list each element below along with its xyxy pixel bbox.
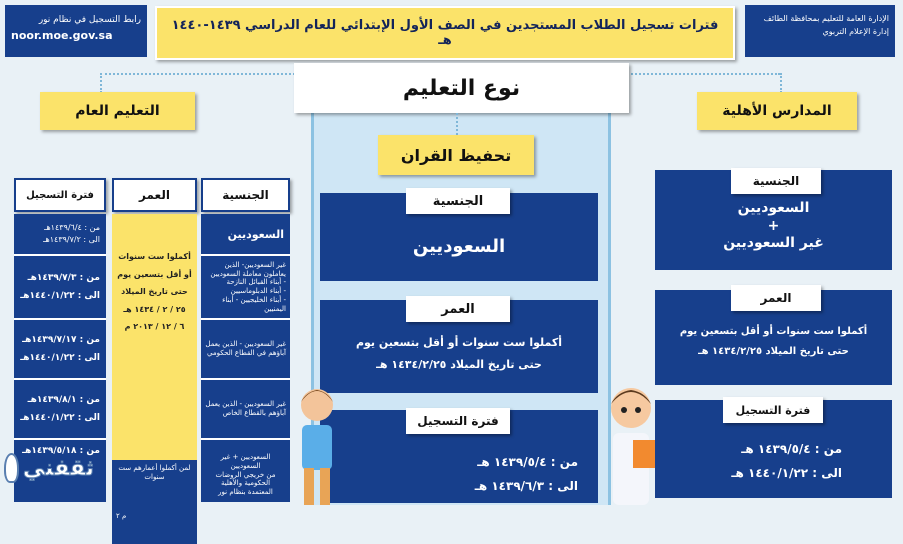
quran-age-label-box — [406, 296, 510, 322]
connector-right — [620, 73, 780, 75]
private-nationality-label-box — [731, 168, 821, 194]
lightbulb-icon — [4, 453, 19, 483]
private-age-label: العمر — [760, 291, 792, 305]
nat-row-2-line1: غير السعوديين- الذين يعاملون معاملة السعوديين — [210, 260, 286, 278]
general-title-box — [40, 92, 195, 130]
age-column — [112, 214, 197, 520]
private-nationality-label: الجنسية — [752, 174, 800, 188]
period-row-2 — [14, 256, 106, 320]
watermark-text: ثقفني — [22, 455, 94, 481]
age-line4: ٢٥ / ٢ / ١٤٣٤ هـ — [123, 304, 186, 314]
nat-row-5-line3: الحكومية والأهلية — [220, 479, 271, 488]
age-line3: حتى تاريخ الميلاد — [121, 287, 188, 297]
period-row-1-from: من : ١٤٣٩/٦/٤هـ — [44, 223, 100, 232]
age-line2: أو أقل بتسعين يوم — [117, 269, 192, 279]
nat-row-4-line2: آباؤهم بالقطاع الخاص — [222, 409, 286, 417]
age-bottom — [112, 460, 197, 544]
nat-row-4-line1: غير السعوديين - الذين يعمل — [205, 400, 286, 409]
col-header-age-label: العمر — [139, 188, 170, 202]
header-title-box — [155, 6, 735, 60]
private-age-label-box — [731, 285, 821, 311]
period-row-1 — [14, 214, 106, 256]
period-row-2-to: الى : ١٤٤٠/١/٢٢هـ — [20, 291, 100, 301]
boy-standing-illustration — [290, 380, 345, 505]
center-title: نوع التعليم — [402, 75, 521, 101]
header-left-line1: رابط التسجيل في نظام نور — [38, 15, 141, 25]
nat-row-3-line1: غير السعوديين - الذين يعمل — [205, 340, 286, 349]
private-to: الى : ١٤٤٠/١/٢٢ هـ — [731, 466, 842, 480]
quran-period-label-box — [406, 408, 510, 434]
col-header-nationality — [201, 178, 290, 212]
private-nat-plus: + — [767, 217, 780, 234]
period-row-3-to: الى : ١٤٤٠/١/٢٢هـ — [20, 353, 100, 363]
nat-row-4 — [201, 380, 290, 440]
private-nat-line2: غير السعوديين — [723, 235, 824, 251]
connector-right-down — [780, 73, 782, 93]
registration-link[interactable]: noor.moe.gov.sa — [11, 29, 113, 43]
page-title: فترات تسجيل الطلاب المستجدين في الصف الأول الإبتدائي للعام الدراسي ١٤٣٩-١٤٤٠ هـ — [171, 18, 719, 48]
center-title-box — [294, 63, 629, 113]
col-header-period — [14, 178, 106, 212]
private-from: من : ١٤٣٩/٥/٤ هـ — [741, 442, 842, 456]
nat-row-1-title: السعوديين — [227, 227, 284, 241]
col-header-age — [112, 178, 197, 212]
quran-nationality-label-box — [406, 188, 510, 214]
header-left-box — [5, 5, 147, 57]
age-bottom-line2: م ٢ — [116, 511, 127, 520]
quran-period-label: فترة التسجيل — [417, 414, 499, 428]
quran-age-line1: أكملوا ست سنوات أو أقل بتسعين يوم — [355, 336, 563, 349]
col-header-period-label: فترة التسجيل — [26, 189, 94, 201]
period-row-3-from: من : ١٤٣٩/٧/١٧هـ — [22, 335, 100, 345]
nat-row-3 — [201, 320, 290, 380]
header-right-box — [745, 5, 895, 57]
nat-row-5-line4: المعتمدة بنظام نور — [218, 488, 273, 497]
quran-age-line2: حتى تاريخ الميلاد ١٤٣٤/٢/٢٥ هـ — [376, 358, 542, 371]
age-bottom-line1: لمن أكملوا أعمارهم ست سنوات — [118, 464, 191, 481]
period-row-3 — [14, 320, 106, 380]
private-age-line1: أكملوا ست سنوات أو أقل بتسعين يوم — [679, 326, 868, 337]
quran-nationality-value: السعوديين — [412, 235, 506, 257]
nat-row-5 — [201, 440, 290, 510]
nat-row-1 — [201, 214, 290, 256]
nat-row-5-line2: من خريجي الروضات — [215, 470, 276, 479]
quran-title: تحفيظ القران — [400, 145, 512, 165]
quran-title-box — [378, 135, 534, 175]
age-main — [112, 214, 197, 460]
center-connector — [456, 113, 458, 135]
quran-nationality-label: الجنسية — [432, 193, 484, 209]
col-header-nationality-label: الجنسية — [222, 188, 269, 202]
general-title: التعليم العام — [75, 103, 160, 119]
private-nat-line1: السعوديين — [737, 200, 810, 216]
period-row-4-from: من : ١٤٣٩/٨/١هـ — [27, 395, 100, 405]
private-period-label: فترة التسجيل — [735, 403, 811, 417]
private-age-line2: حتى تاريخ الميلاد ١٤٣٤/٢/٢٥ هـ — [698, 346, 849, 357]
connector-left-down — [100, 73, 102, 93]
private-title: المدارس الأهلية — [722, 103, 832, 119]
watermark-logo — [4, 448, 94, 488]
period-row-4-to: الى : ١٤٤٠/١/٢٢هـ — [20, 413, 100, 423]
header-right-line2: إدارة الإعلام التربوي — [822, 26, 889, 36]
private-title-box — [697, 92, 857, 130]
connector-left — [100, 73, 295, 75]
private-period-label-box — [723, 397, 823, 423]
quran-from: من : ١٤٣٩/٥/٤ هـ — [477, 455, 578, 469]
nat-row-5-line1: السعوديين + غير السعوديين — [220, 453, 271, 470]
nat-row-2-line4: - أبناء الخليجيين - أبناء اليمنيين — [222, 295, 286, 313]
nat-row-2-line2: - أبناء القبائل النازحة — [226, 278, 286, 287]
age-line5: ٦ / ١٢ / ٢٠١٣ م — [124, 322, 185, 332]
nat-row-3-line2: آباؤهم في القطاع الحكومي — [207, 349, 286, 357]
age-line1: أكملوا ست سنوات — [118, 252, 191, 261]
header-right-line1: الإدارة العامة للتعليم بمحافظة الطائف — [763, 14, 889, 23]
nat-row-2 — [201, 256, 290, 320]
nat-row-2-line3: - أبناء الدبلوماسيين — [230, 287, 286, 295]
quran-age-label: العمر — [441, 301, 475, 317]
boy-reading-illustration — [595, 378, 670, 505]
period-row-4 — [14, 380, 106, 440]
nationality-column — [201, 214, 290, 502]
period-row-2-from: من : ١٤٣٩/٧/٣هـ — [27, 273, 100, 283]
period-row-5-from: من : ١٤٣٩/٥/١٨هـ — [22, 446, 100, 456]
quran-to: الى : ١٤٣٩/٦/٣ هـ — [474, 479, 578, 493]
period-row-1-to: الى : ١٤٣٩/٧/٢هـ — [43, 235, 100, 244]
